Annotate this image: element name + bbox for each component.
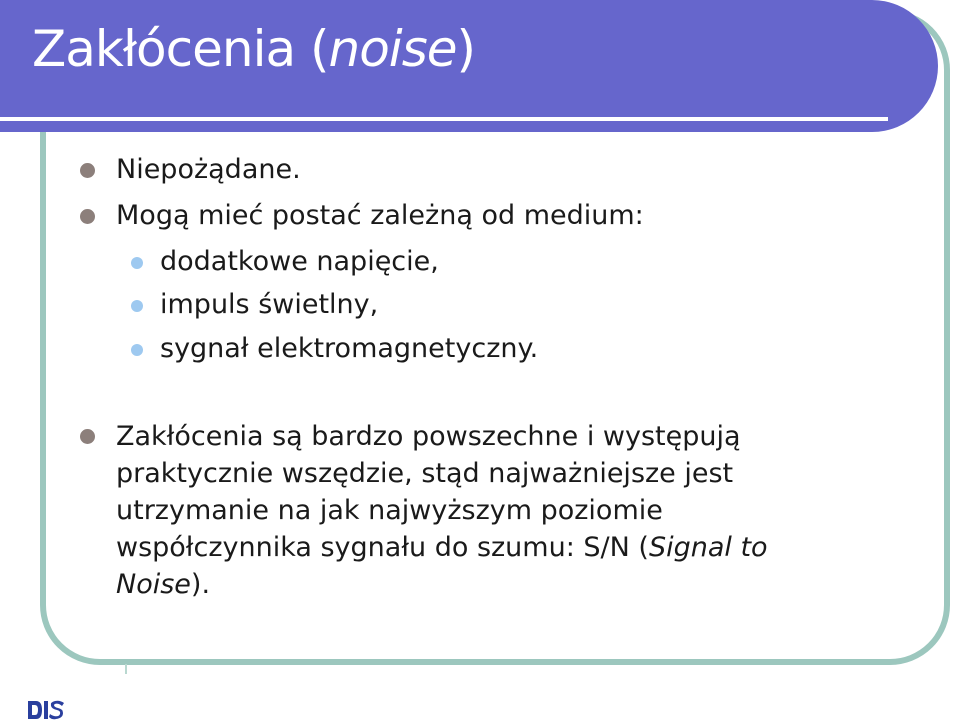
paragraph-line: Noise). <box>116 569 211 600</box>
sub-bullet-dot <box>131 300 143 312</box>
paragraph-line: Zakłócenia są bardzo powszechne i występują <box>116 421 741 452</box>
bullet-item: Niepożądane. <box>116 154 301 185</box>
bullet-dot <box>80 209 95 224</box>
decorative-mark <box>125 664 127 674</box>
bullet-item: Mogą mieć postać zależną od medium: <box>116 200 644 231</box>
noise-paragraph <box>116 418 856 603</box>
sub-bullet-item: impuls świetlny, <box>160 289 379 320</box>
sub-bullet-item: sygnał elektromagnetyczny. <box>160 333 539 364</box>
sub-bullet-dot <box>131 257 143 269</box>
paragraph-line: utrzymanie na jak najwyższym poziomie <box>116 495 663 526</box>
sub-bullet-item: dodatkowe napięcie, <box>160 246 439 277</box>
paragraph-line: współczynnika sygnału do szumu: S/N (Signal to <box>116 532 768 563</box>
bullet-dot <box>80 163 95 178</box>
bullet-dot <box>80 429 95 444</box>
paragraph-line: praktycznie wszędzie, stąd najważniejsze jest <box>116 458 734 489</box>
sub-bullet-dot <box>131 344 143 356</box>
slide-title: Zakłócenia (noise) <box>32 20 476 78</box>
pjwstk-logo-icon <box>26 697 66 723</box>
